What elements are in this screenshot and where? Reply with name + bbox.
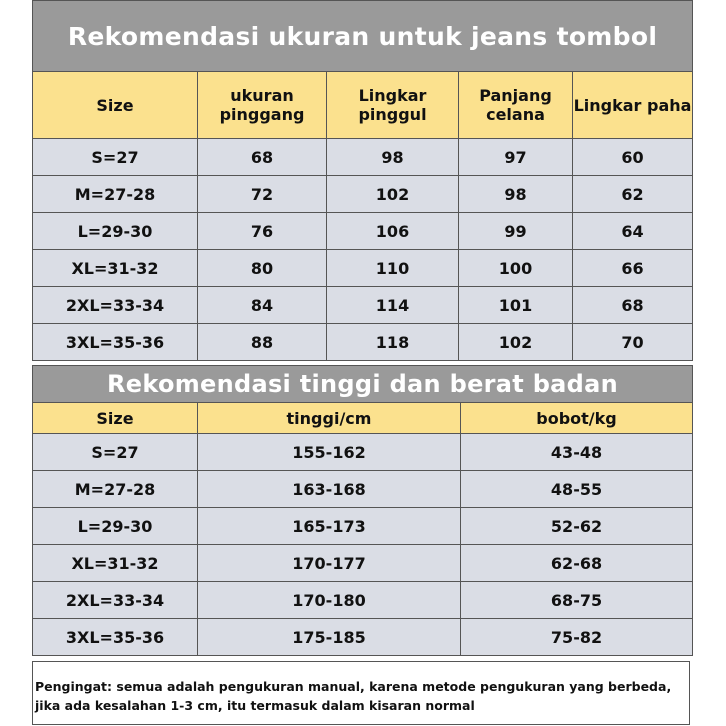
header-height: tinggi/cm	[198, 403, 461, 434]
cell-size: L=29-30	[33, 213, 198, 250]
cell-size: L=29-30	[33, 508, 198, 545]
cell-waist: 76	[198, 213, 327, 250]
header-thigh: Lingkar paha	[573, 72, 693, 139]
cell-thigh: 68	[573, 287, 693, 324]
cell-weight: 68-75	[461, 582, 693, 619]
cell-weight: 48-55	[461, 471, 693, 508]
header-waist: ukuran pinggang	[198, 72, 327, 139]
cell-height: 170-177	[198, 545, 461, 582]
body-table	[32, 365, 693, 656]
body-table-title-row	[33, 366, 693, 403]
cell-thigh: 62	[573, 176, 693, 213]
table-row	[33, 545, 693, 582]
cell-hip: 106	[327, 213, 459, 250]
cell-height: 165-173	[198, 508, 461, 545]
cell-thigh: 64	[573, 213, 693, 250]
table-row	[33, 287, 693, 324]
body-table-title: Rekomendasi tinggi dan berat badan	[33, 366, 693, 403]
cell-waist: 88	[198, 324, 327, 361]
table-row	[33, 619, 693, 656]
header-length: Panjang celana	[459, 72, 573, 139]
cell-hip: 102	[327, 176, 459, 213]
cell-hip: 118	[327, 324, 459, 361]
cell-waist: 80	[198, 250, 327, 287]
cell-weight: 52-62	[461, 508, 693, 545]
cell-size: M=27-28	[33, 471, 198, 508]
cell-size: S=27	[33, 139, 198, 176]
size-table-header-row	[33, 72, 693, 139]
measurement-note: Pengingat: semua adalah pengukuran manual, karena metode pengukuran yang berbeda, jika ada kesalahan 1-3 cm, itu termasuk dalam kisaran normal	[32, 661, 690, 725]
table-row	[33, 471, 693, 508]
cell-size: 2XL=33-34	[33, 582, 198, 619]
cell-weight: 62-68	[461, 545, 693, 582]
table-row	[33, 582, 693, 619]
header-hip: Lingkar pinggul	[327, 72, 459, 139]
cell-waist: 72	[198, 176, 327, 213]
header-size: Size	[33, 403, 198, 434]
cell-waist: 68	[198, 139, 327, 176]
size-table-title: Rekomendasi ukuran untuk jeans tombol	[33, 1, 693, 72]
cell-height: 175-185	[198, 619, 461, 656]
cell-hip: 114	[327, 287, 459, 324]
table-row	[33, 139, 693, 176]
cell-size: XL=31-32	[33, 545, 198, 582]
header-size: Size	[33, 72, 198, 139]
cell-length: 98	[459, 176, 573, 213]
table-row	[33, 176, 693, 213]
cell-size: XL=31-32	[33, 250, 198, 287]
cell-thigh: 70	[573, 324, 693, 361]
cell-length: 99	[459, 213, 573, 250]
cell-size: 3XL=35-36	[33, 324, 198, 361]
cell-size: M=27-28	[33, 176, 198, 213]
cell-hip: 98	[327, 139, 459, 176]
cell-weight: 75-82	[461, 619, 693, 656]
cell-length: 102	[459, 324, 573, 361]
table-row	[33, 434, 693, 471]
cell-thigh: 66	[573, 250, 693, 287]
cell-size: S=27	[33, 434, 198, 471]
cell-length: 100	[459, 250, 573, 287]
cell-weight: 43-48	[461, 434, 693, 471]
body-table-header-row	[33, 403, 693, 434]
cell-hip: 110	[327, 250, 459, 287]
cell-waist: 84	[198, 287, 327, 324]
cell-height: 155-162	[198, 434, 461, 471]
cell-height: 163-168	[198, 471, 461, 508]
cell-size: 2XL=33-34	[33, 287, 198, 324]
size-table	[32, 0, 693, 361]
size-table-title-row	[33, 1, 693, 72]
size-chart	[32, 0, 692, 726]
cell-length: 97	[459, 139, 573, 176]
table-row	[33, 213, 693, 250]
cell-height: 170-180	[198, 582, 461, 619]
cell-length: 101	[459, 287, 573, 324]
header-weight: bobot/kg	[461, 403, 693, 434]
cell-size: 3XL=35-36	[33, 619, 198, 656]
table-row	[33, 250, 693, 287]
table-row	[33, 324, 693, 361]
table-row	[33, 508, 693, 545]
cell-thigh: 60	[573, 139, 693, 176]
